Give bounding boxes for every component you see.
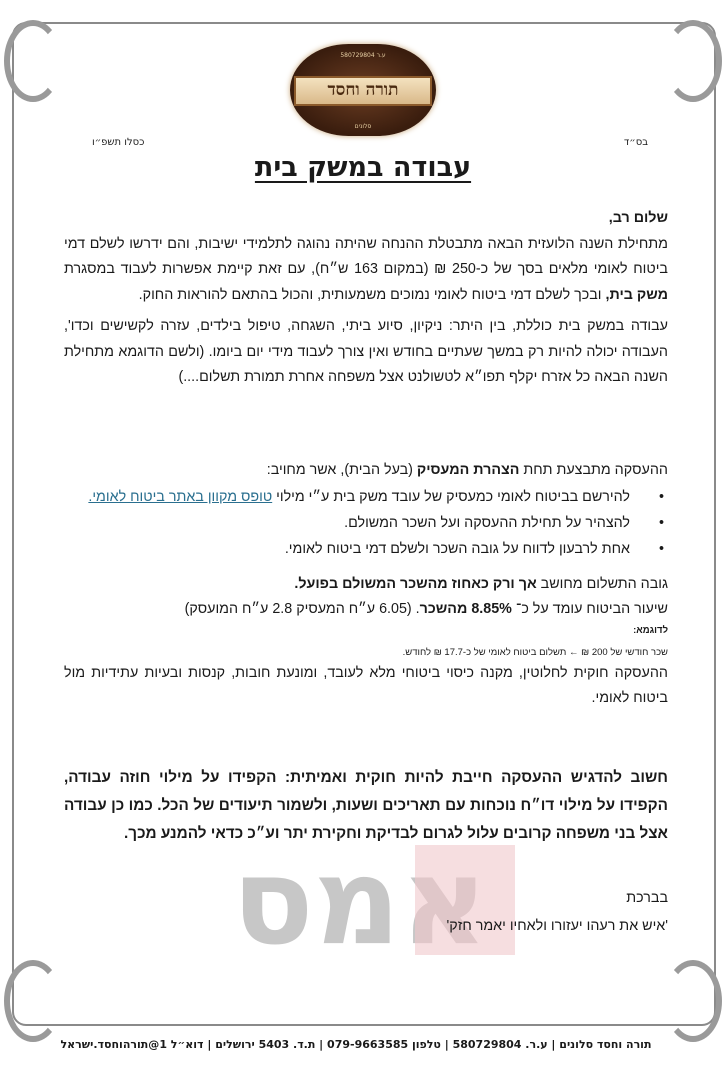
obligations-list: [64, 484, 668, 562]
list-item: • אחת לרבעון לדווח על גובה השכר ולשלם דמי ביטוח לאומי.: [64, 536, 630, 562]
signoff: בברכת: [626, 890, 668, 906]
greeting: שלום רב,: [608, 210, 668, 226]
rate-note: שיעור הביטוח עומד על כ־ 8.85% מהשכר. (6.05 ע״ח המעסיק 2.8 ע״ח המועסק): [184, 601, 668, 617]
date: כסלו תשפ״ו: [92, 137, 145, 148]
footer-contact: תורה וחסד סלונים | ע.ר. 580729804 | טלפון 079-9663585 | ת.ד. 5403 ירושלים | דוא״ל 1@תורהוחסד.ישראל: [60, 1038, 652, 1051]
list-item: • להצהיר על תחילת ההעסקה ועל השכר המשולם.: [64, 510, 630, 536]
watermark-text: אמס: [232, 845, 488, 955]
important-note: חשוב להדגיש ההעסקה חייבת להיות חוקית ואמיתית: הקפידו על מילוי חוזה עבודה, הקפידו על מילוי דו״ח נוכחות עם תאריכים ושעות, ולשמור תיעודים של הכל. כמו כן עבודה אצל בני משפחה קרובים עלול לגרום לבדיקת וחקירת יתר וע״כ כדאי להמנע מכך.: [64, 769, 668, 842]
corner-ornament-bottom-left: [4, 960, 62, 1042]
logo-subtitle: סלונים: [354, 123, 372, 130]
intro-section: [64, 206, 668, 391]
logo-name: תורה וחסד: [294, 76, 432, 106]
organization-logo: [290, 44, 436, 136]
online-form-link[interactable]: טופס מקוון באתר ביטוח לאומי.: [88, 488, 273, 505]
payment-note: גובה התשלום מחושב אך ורק כאחוז מהשכר המשולם בפועל.: [294, 575, 668, 592]
list-item: • להירשם בביטוח לאומי כמעסיק של עובד משק בית ע״י מילוי טופס מקוון באתר ביטוח לאומי.: [64, 484, 630, 510]
bsd-mark: בס״ד: [623, 137, 648, 148]
logo-top-text: ע.ר 580729804: [340, 52, 386, 59]
corner-ornament-bottom-right: [664, 960, 722, 1042]
employer-intro: ההעסקה מתבצעת תחת הצהרת המעסיק (בעל הבית), אשר מחויב:: [266, 462, 668, 478]
paragraph-1: מתחילת השנה הלועזית הבאה מתבטלת ההנחה שהיתה נהוגה לתלמידי ישיבות, והם ידרשו לשלם דמי ביטוח לאומי מלאים בסך של כ-250 ₪ (במקום 163 ש״ח), עם זאת קיימת אפשרות לעבוד במסגרת משק בית, ובכך לשלם דמי ביטוח לאומי נמוכים משמעותית, והכול בהתאם להוראות החוק.: [64, 235, 668, 303]
paragraph-2: עבודה במשק בית כוללת, בין היתר: ניקיון, סיוע ביתי, השגחה, טיפול בילדים, עזרה לקשישים וכדו', העבודה יכולה להיות רק במשך שעתיים בחודש ואין צורך לעבוד מידי יום ביומו. (ולשם הדוגמא מתחילת השנה הבאה כל אזרח יקלף תפו״א לטשולנט אצל משפחה אחרת תמורת תשלום....): [64, 318, 668, 385]
closing-quote: 'איש את רעהו יעזורו ולאחיו יאמר חזק': [446, 917, 668, 934]
corner-ornament-top-left: [4, 20, 62, 102]
example-label: לדוגמא:: [633, 624, 668, 636]
legal-note: ההעסקה חוקית לחלוטין, מקנה כיסוי ביטוחי מלא לעובד, ומונעת חובות, קנסות ובעיות עתידיות מול ביטוח לאומי.: [64, 664, 668, 706]
page-title: עבודה במשק בית: [254, 152, 472, 183]
example: שכר חודשי של 200 ₪ ← תשלום ביטוח לאומי של כ-17.7 ₪ לחודש.: [402, 646, 668, 658]
employer-section: [64, 458, 668, 712]
corner-ornament-top-right: [664, 20, 722, 102]
signoff-section: [64, 886, 668, 939]
